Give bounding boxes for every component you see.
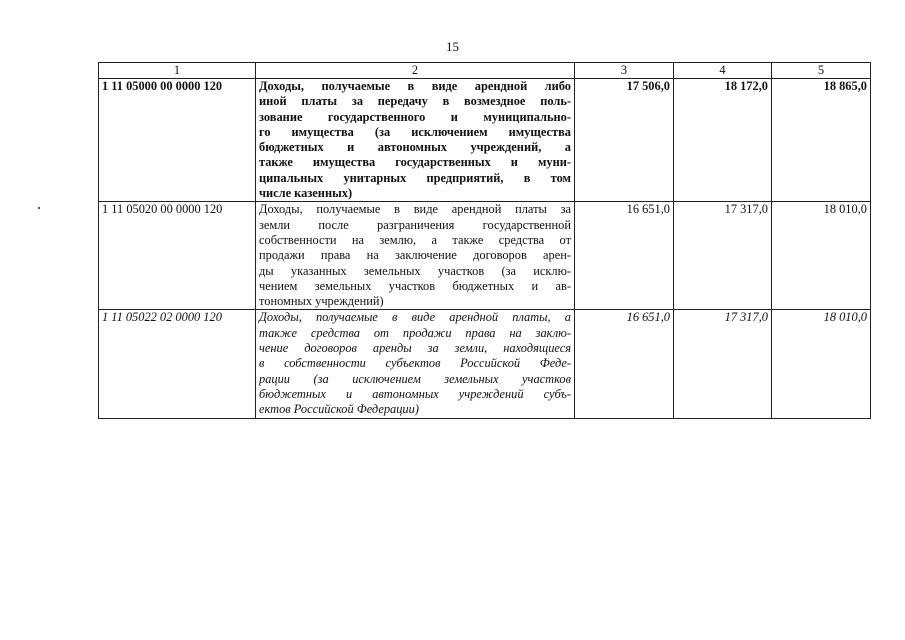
description-line: Доходы, получаемые в виде арендной платы, а: [259, 310, 571, 325]
value-col-4: 17 317,0: [674, 310, 772, 418]
value-col-3: 16 651,0: [575, 202, 674, 310]
income-description: [256, 202, 575, 310]
description-line: ды указанных земельных участков (за исклю-: [259, 263, 571, 278]
description-line: бюджетных и автономных учреждений, а: [259, 140, 571, 155]
description-line: также имущества государственных и муни-: [259, 155, 571, 170]
description-line: собственности на землю, а также средства от: [259, 232, 571, 247]
income-code: 1 11 05020 00 0000 120: [99, 202, 256, 310]
table-row: [99, 79, 871, 202]
description-line: также средства от продажи права на заклю-: [259, 325, 571, 340]
header-cell-2: 2: [256, 63, 575, 79]
description-line: земли после разграничения государственной: [259, 217, 571, 232]
description-line: ципальных унитарных предприятий, в том: [259, 170, 571, 185]
header-cell-3: 3: [575, 63, 674, 79]
table-row: [99, 202, 871, 310]
value-col-3: 16 651,0: [575, 310, 674, 418]
description-line: иной платы за передачу в возмездное поль-: [259, 94, 571, 109]
header-cell-5: 5: [772, 63, 871, 79]
description-line: ектов Российской Федерации): [259, 402, 419, 417]
value-col-4: 18 172,0: [674, 79, 772, 202]
value-col-4: 17 317,0: [674, 202, 772, 310]
budget-table: [98, 62, 871, 419]
income-code: 1 11 05022 02 0000 120: [99, 310, 256, 418]
description-line: рации (за исключением земельных участков: [259, 371, 571, 386]
description-line: продажи права на заключение договоров арен-: [259, 248, 571, 263]
income-description: [256, 310, 575, 418]
description-line: чением земельных участков бюджетных и ав-: [259, 278, 571, 293]
description-line: числе казенных): [259, 186, 353, 201]
scan-speck: [38, 207, 40, 209]
description-line: Доходы, получаемые в виде арендной либо: [259, 79, 571, 93]
description-line: Доходы, получаемые в виде арендной платы за: [259, 202, 571, 217]
value-col-5: 18 865,0: [772, 79, 871, 202]
header-cell-1: 1: [99, 63, 256, 79]
value-col-5: 18 010,0: [772, 310, 871, 418]
header-cell-4: 4: [674, 63, 772, 79]
value-col-5: 18 010,0: [772, 202, 871, 310]
description-line: бюджетных и автономных учреждений субъ-: [259, 386, 571, 401]
table-row: [99, 310, 871, 418]
value-col-3: 17 506,0: [575, 79, 674, 202]
income-code: 1 11 05000 00 0000 120: [99, 79, 256, 202]
description-line: зование государственного и муниципально-: [259, 109, 571, 124]
description-line: тономных учреждений): [259, 294, 384, 309]
description-line: в собственности субъектов Российской Феде-: [259, 356, 571, 371]
description-line: го имущества (за исключением имущества: [259, 124, 571, 139]
table-header-row: [99, 63, 871, 79]
page-number: 15: [446, 39, 459, 54]
description-line: чение договоров аренды за земли, находящиеся: [259, 341, 571, 356]
income-description: [256, 79, 575, 202]
